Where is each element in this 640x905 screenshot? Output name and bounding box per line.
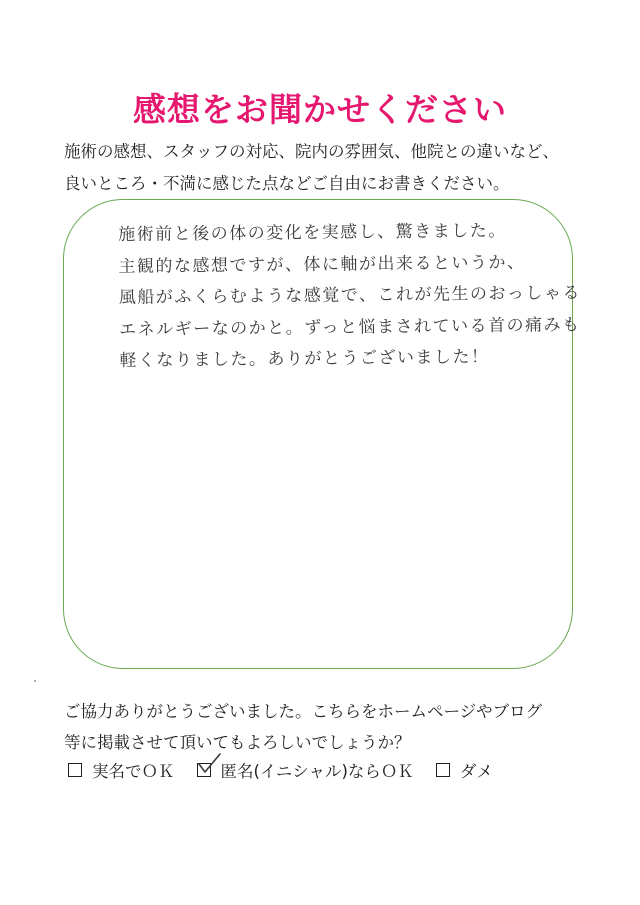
option-label: 実名でＯＫ [92, 762, 175, 781]
checkbox-real-name[interactable] [68, 763, 82, 777]
option-anonymous[interactable] [197, 758, 414, 782]
scan-speck [34, 680, 36, 682]
checkbox-decline[interactable] [436, 763, 450, 777]
consent-options [68, 758, 515, 782]
option-real-name[interactable] [68, 758, 175, 782]
instructions [64, 136, 604, 200]
checkbox-anonymous[interactable] [197, 763, 211, 777]
page-title: 感想をお聞かせください [133, 90, 507, 129]
comment-line: 施術前と後の体の変化を実感し、驚きました。 [118, 220, 507, 245]
handwritten-comment [118, 215, 582, 377]
comment-line: エネルギーなのかと。ずっと悩まされている首の痛みも [119, 314, 581, 340]
instruction-line: 施術の感想、スタッフの対応、院内の雰囲気、他院との違いなど、 [64, 142, 559, 161]
comment-line: 主観的な感想ですが、体に軸が出来るというか、 [118, 252, 526, 277]
consent-question-line: 等に掲載させて頂いてもよろしいでしょうか？ [64, 733, 411, 752]
consent-question [64, 696, 604, 758]
instruction-line: 良いところ・不満に感じた点などご自由にお書きください。 [64, 174, 510, 193]
comment-line: 軽くなりました。ありがとうございました！ [119, 347, 490, 371]
option-label: 匿名(イニシャル)ならＯＫ [220, 762, 414, 781]
option-decline[interactable] [436, 758, 493, 782]
checkmark-icon [196, 752, 222, 776]
comment-line: 風船がふくらむような感覚で、これが先生のおっしゃる [118, 283, 582, 308]
option-label: ダメ [459, 762, 493, 781]
consent-question-line: ご協力ありがとうございました。こちらをホームページやブログ [64, 702, 543, 721]
